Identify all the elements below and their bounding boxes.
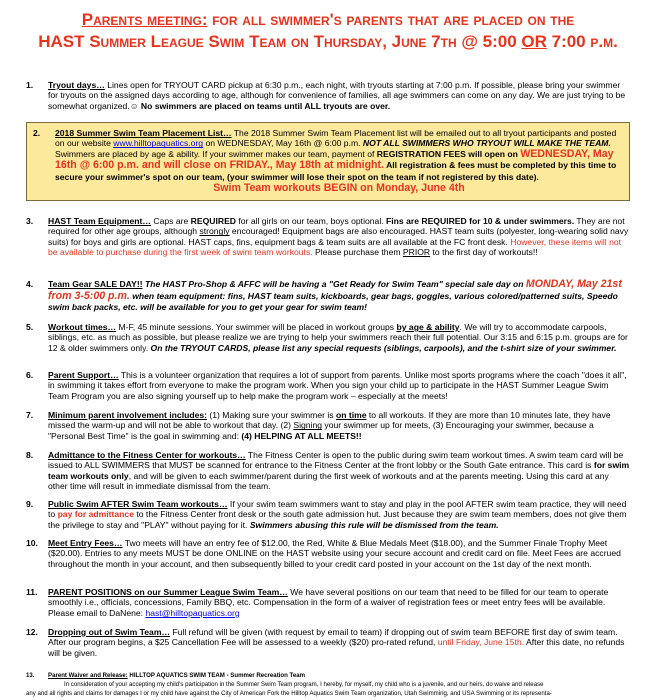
item-text: on WEDNESDAY, May 16th @ 6:00 p.m. [203, 138, 363, 149]
item-6 [26, 370, 630, 401]
item-heading: Parent Waiver and Release: [48, 672, 128, 679]
item-3 [26, 216, 630, 258]
item-11 [26, 587, 630, 618]
item-text: to the first day of workouts!! [430, 247, 538, 258]
workouts-begin: Swim Team workouts BEGIN on Monday, June 4th [213, 182, 465, 195]
waiver-line-1: In consideration of your accepting my child's participation in the Summer Swim Team program, I hereby, for myself, my child who is a juvenile, and our heirs, do waive and release [64, 681, 544, 688]
item-bold-underline: by age & ability [396, 322, 460, 332]
item-heading: Team Gear SALE DAY!! [48, 279, 143, 289]
item-number: 3. [26, 216, 34, 226]
item-number: 5. [26, 322, 34, 332]
item-number: 13. [26, 672, 35, 679]
item-text: The Fitness Center is open to the public during swim team workout times. A swim team card will be issued to ALL SWIMMERS that MUST be scanned for entrance to the Fitness Center at the front lobby or the South Gate entrance. This card is [48, 450, 624, 471]
item-body [48, 627, 630, 658]
item-text: Lines open for TRYOUT CARD pickup at 6:30 p.m., each night, with tryouts starting at 7:00 p.m. If possible, please bring your swimmer for tryouts on the assigned days according to age, although for convenience of families, all age swimmers can come on any day. We are just trying to be somewhat organized.☺ [48, 80, 626, 111]
item-bold: HILLTOP AQUATICS SWIM TEAM - Summer Recreation Team [127, 672, 306, 679]
waiver-line-2: any and all rights and claims for damages I or my child have against the City of American Fork the Hilltop Aquatics Swim Team organization, Utah Swimming, and USA Swimming or its representa- [26, 690, 552, 697]
item-number: 9. [26, 499, 34, 509]
item-number: 11. [26, 587, 38, 597]
item-body [48, 450, 630, 492]
website-link[interactable]: www.hilltopaquatics.org [113, 138, 204, 149]
item-bold: for swim team workouts only [48, 460, 630, 481]
item-number: 4. [26, 279, 34, 289]
item-text: They are not required for other age groups, although [48, 216, 625, 237]
item-red: However, these items will not be available to purchase during the first week of swim team workouts. [48, 236, 622, 258]
item-bold-italic: Swimmers abusing this rule will be dismissed from the team. [249, 519, 499, 530]
item-heading: PARENT POSITIONS on our Summer League Swim Team… [48, 587, 288, 597]
email-link[interactable]: hast@hilltopaquatics.org [145, 607, 240, 618]
item-bold: (4) HELPING AT ALL MEETS!! [241, 430, 362, 441]
item-text: Two meets will have an entry fee of $12.00, the Red, White & Blue Medals Meet ($18.00), and the Summer Finale Trophy Meet ($20.00). Entries to any meets MUST be done ONLINE on the HAST website using your secure account and credit card on file. Meet Fees are accrued throughout the month in your account, and then subsequently billed to your credit card posted in your account on the 1st day of the next month. [48, 538, 621, 569]
item-text: Swimmers are placed by age & ability. If your swimmer makes our team, payment of [55, 148, 377, 159]
item-number: 1. [26, 80, 34, 90]
item-text: . We will try to accommodate carpools, siblings, etc. as much as possible, but please realize we are trying to help your swimmers reach their full potential. Our 3:15 and 6:15 p.m. groups are for 12 & older swimmers only. [48, 322, 628, 353]
item-heading: Parent Support… [48, 370, 119, 380]
item-heading: HAST Team Equipment… [48, 216, 151, 226]
item-text: (1) Making sure your swimmer is [207, 410, 336, 420]
page-title [14, 9, 642, 30]
item-body [55, 128, 623, 195]
item-heading: Meet Entry Fees… [48, 538, 123, 548]
item-text: After this date, no refunds will be given. [48, 637, 625, 658]
item-underline: strongly [199, 226, 230, 237]
item-bold: REGISTRATION FEES will open on [376, 148, 521, 159]
item-13 [26, 672, 630, 681]
item-number: 6. [26, 370, 34, 380]
item-red: pay for admittance [57, 509, 134, 520]
item-bold: Fins are REQUIRED for 10 & under swimmers. [386, 216, 575, 226]
item-10 [26, 538, 630, 569]
item-1 [26, 80, 630, 111]
title-line2-a: HAST Summer League Swim Team on Thursday, June 7th @ 5:00 [38, 32, 522, 51]
item-bold-italic: On the TRYOUT CARDS, please list any special requests (siblings, carpools), and the t-shirt size of your swimmer. [150, 342, 617, 353]
item-text: M-F, 45 minute sessions. Your swimmer will be placed in workout groups [116, 322, 397, 332]
item-heading: Minimum parent involvement includes: [48, 410, 208, 420]
item-body [48, 587, 630, 618]
item-bold-italic: The HAST Pro-Shop & AFFC will be having a "Get Ready for Swim Team" special sale day on [142, 279, 526, 289]
item-8 [26, 450, 630, 492]
item-text: , and will be given to each swimmer/parent during the first week of workouts and at the parents meeting. Using this card at any other time will result in immediate dismissal from the team. [48, 470, 609, 492]
item-underline: PRIOR [402, 247, 431, 258]
item-number: 7. [26, 410, 34, 420]
item-text: to the Fitness Center front desk or the south gate admission hut. Just because they are swim team members, does not give them the privilege to stay and "PLAY" without paying for it. [48, 509, 627, 530]
item-number: 8. [26, 450, 34, 460]
item-bold: All registration & fees must be completed by this time to secure your swimmer's spot on our team, (your swimmer will lose their spot on the team if not registered by this date). [55, 160, 617, 182]
item-heading: Tryout days… [48, 80, 105, 90]
item-9 [26, 499, 630, 530]
item-bold-underline: on time [335, 410, 367, 420]
item-text: The 2018 Summer Swim Team Placement list will be emailed out to all tryout participants and posted on our website [55, 128, 617, 149]
item-body [48, 80, 630, 111]
item-12 [26, 627, 630, 658]
item-body [48, 538, 630, 569]
item-number: 2. [33, 128, 41, 138]
item-text: to all workouts. If they are more than 10 minutes late, they have missed the warm-up and will not be able to workout that day. (2) [48, 410, 611, 431]
item-number: 12. [26, 627, 38, 637]
item-body [48, 672, 630, 681]
item-body [48, 370, 630, 401]
page-subtitle [14, 31, 642, 52]
item-bold-italic: NOT ALL SWIMMERS WHO TRYOUT WILL MAKE THE TEAM. [362, 138, 611, 149]
item-bold: REQUIRED [190, 216, 237, 226]
item-body [48, 322, 630, 353]
title-line2-b: 7:00 p.m. [546, 32, 618, 51]
item-text: your swimmer up for meets, (3) Encouraging your swimmer, because a "Personal Best Time" is the goal in swimming and: [48, 420, 594, 441]
item-body [48, 410, 630, 441]
item-body [48, 216, 630, 258]
item-text: This is a volunteer organization that requires a lot of support from parents. Unlike most sports programs where the coach "does it all", in swimming it takes effort from everyone to make the program work. When you sign your child up to participate in the HAST Summer League Swim Team Program you are also signing yourself up to help make the program work – especially at the meets! [48, 370, 627, 401]
item-text: encouraged! Equipment bags are also encouraged. HAST team suits (polyester, long-wearing solid navy suits) for boys and girls are optional. HAST caps, fins, equipment bags & team suits are all available at the FC front desk. [48, 226, 629, 247]
placement-list-box [26, 122, 630, 201]
item-bold: No swimmers are placed on teams until ALL tryouts are over. [140, 100, 391, 111]
item-bold-italic: when team equipment: fins, HAST team suits, kickboards, gear bags, goggles, various colored/patterned suits, Speedo swim back packs, etc. will be available for you to get your gear for swim team! [48, 290, 618, 312]
title-or: OR [521, 32, 547, 51]
item-number: 10. [26, 538, 38, 548]
item-body [48, 499, 630, 530]
item-text: Full refund will be given (with request by email to team) if dropping out of swim team BEFORE first day of swim team. After our program begins, a $25 Cancellation Fee will be assessed to a weekly ($20) pro-rated refund, [48, 627, 618, 648]
item-underline: Signing [293, 420, 323, 431]
item-text: Please purchase them [312, 247, 403, 258]
item-heading: Admittance to the Fitness Center for workouts… [48, 450, 246, 460]
item-red: until Friday, June 15th. [437, 637, 525, 648]
item-5 [26, 322, 630, 353]
item-7 [26, 410, 630, 441]
item-4 [26, 279, 630, 312]
item-body [48, 279, 630, 312]
item-heading: 2018 Summer Swim Team Placement List… [55, 128, 232, 138]
item-heading: Public Swim AFTER Swim Team workouts… [48, 499, 228, 509]
item-text: We have several positions on our team that need to be filled for our team to operate smoothly i.e., officials, concessions, Family BBQ, etc. Compensation in the form of a waiver of registration fees or meet entry fees will be available. Please email to DaNene: [48, 587, 609, 618]
item-text: If your swim team swimmers want to stay and play in the pool AFTER swim team practice, they will need to [48, 499, 627, 520]
item-text: Caps are [150, 216, 191, 226]
item-heading: Workout times… [48, 322, 117, 332]
title-heading: Parents meeting: [81, 10, 208, 29]
registration-dates: WEDNESDAY, May 16th @ 6:00 p.m. and will close on FRIDAY., May 18th at midnight. [55, 147, 614, 172]
item-text: for all girls on our team, boys optional. [236, 216, 387, 226]
title-line1-rest: for all swimmer's parents that are placed on the [207, 10, 575, 29]
sale-date: MONDAY, May 21st from 3-5:00 p.m. [48, 278, 622, 302]
item-heading: Dropping out of Swim Team… [48, 627, 171, 637]
